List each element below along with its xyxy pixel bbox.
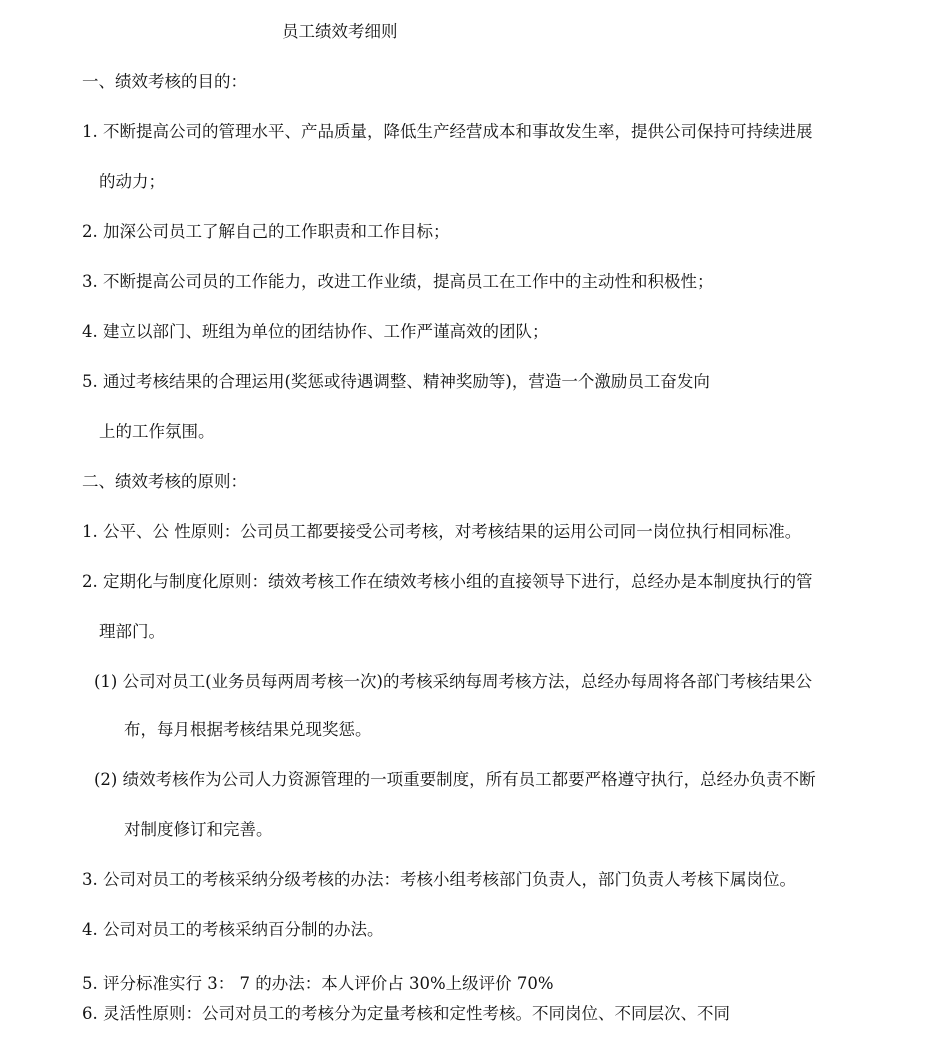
section1-item5-line1: 5. 通过考核结果的合理运用(奖惩或待遇调整、精神奖励等)，营造一个激励员工奋发向 bbox=[82, 372, 710, 391]
section2-item1: 1. 公平、公 性原则：公司员工都要接受公司考核，对考核结果的运用公司同一岗位执行相同标准。 bbox=[82, 522, 802, 541]
section2-sub1-line1: (1) 公司对员工(业务员每两周考核一次)的考核采纳每周考核方法，总经办每周将各部门考核结果公 bbox=[94, 672, 812, 691]
section1-item2: 2. 加深公司员工了解自己的工作职责和工作目标； bbox=[82, 222, 450, 241]
document-title: 员工绩效考细则 bbox=[282, 22, 398, 41]
section2-item3: 3. 公司对员工的考核采纳分级考核的办法：考核小组考核部门负责人，部门负责人考核下属岗位。 bbox=[82, 870, 796, 889]
section2-heading: 二、绩效考核的原则： bbox=[82, 472, 247, 491]
section2-item2-line2: 理部门。 bbox=[99, 622, 165, 641]
section2-sub2-line1: (2) 绩效考核作为公司人力资源管理的一项重要制度，所有员工都要严格遵守执行，总经办负责不断 bbox=[94, 770, 816, 789]
section1-item1-line1: 1. 不断提高公司的管理水平、产品质量，降低生产经营成本和事故发生率，提供公司保持可持续进展 bbox=[82, 122, 813, 141]
section1-item1-line2: 的动力； bbox=[99, 172, 165, 191]
section2-sub2-line2: 对制度修订和完善。 bbox=[124, 820, 273, 839]
section2-item2-line1: 2. 定期化与制度化原则：绩效考核工作在绩效考核小组的直接领导下进行，总经办是本制度执行的管 bbox=[82, 572, 813, 591]
section2-sub1-line2: 布，每月根据考核结果兑现奖惩。 bbox=[124, 720, 372, 739]
section2-item5: 5. 评分标准实行 3： 7 的办法：本人评价占 30%上级评价 70% bbox=[82, 974, 554, 993]
section1-item5-line2: 上的工作氛围。 bbox=[99, 422, 215, 441]
section1-heading: 一、绩效考核的目的： bbox=[82, 72, 247, 91]
section1-item4: 4. 建立以部门、班组为单位的团结协作、工作严谨高效的团队； bbox=[82, 322, 549, 341]
section1-item3: 3. 不断提高公司员的工作能力，改进工作业绩，提高员工在工作中的主动性和积极性； bbox=[82, 272, 714, 291]
section2-item4: 4. 公司对员工的考核采纳百分制的办法。 bbox=[82, 920, 384, 939]
section2-item6: 6. 灵活性原则：公司对员工的考核分为定量考核和定性考核。不同岗位、不同层次、不同 bbox=[82, 1004, 730, 1023]
